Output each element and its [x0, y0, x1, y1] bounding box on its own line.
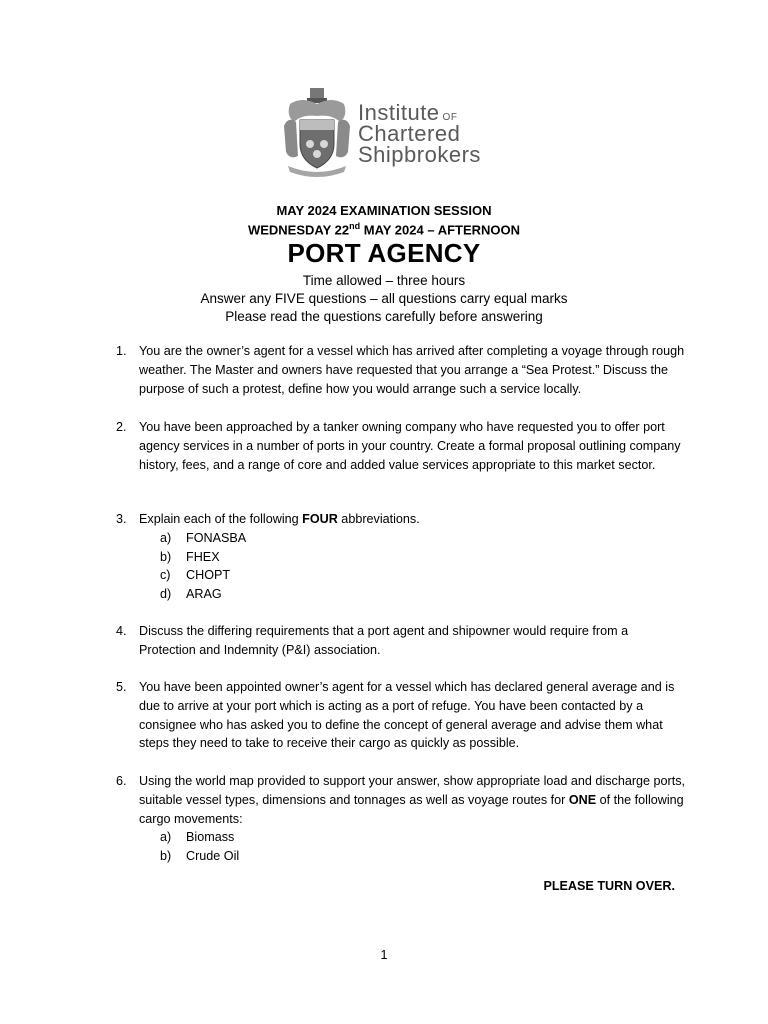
- sub-item: [160, 548, 686, 567]
- institute-logo: [282, 86, 488, 180]
- question-text: You are the owner’s agent for a vessel which has arrived after completing a voyage through rough weather. The Master and owners have requested that you arrange a “Sea Protest.” Discuss the purpose of such a protest, define how you would arrange such a service locally.: [139, 344, 685, 396]
- question-number: 6.: [116, 774, 127, 788]
- sub-item-letter: a): [160, 530, 172, 545]
- please-turn-over: PLEASE TURN OVER.: [543, 879, 675, 893]
- sub-item-letter: d): [160, 587, 172, 602]
- sub-item-letter: c): [160, 568, 171, 583]
- question-text-after: of the following cargo movements:: [139, 792, 684, 826]
- question-text: [139, 510, 686, 529]
- crest-icon: [282, 86, 352, 180]
- answer-instruction: Answer any FIVE questions – all questions carry equal marks: [200, 291, 568, 306]
- question-text: You have been appointed owner’s agent for a vessel which has declared general average and is due to arrive at your port which is acting as a port of refuge. You have been contacted by a consignee who has asked you to define the concept of general average and advise them what steps they need to take to receive their cargo as quickly as possible.: [139, 680, 675, 751]
- sub-item: [160, 529, 686, 548]
- logo-line2: Chartered: [358, 120, 461, 146]
- sub-item-text: FONASBA: [186, 530, 247, 545]
- page-title: PORT AGENCY: [287, 238, 481, 268]
- exam-date-sup: nd: [349, 221, 361, 231]
- exam-date: [0, 221, 768, 237]
- time-allowed: Time allowed – three hours: [302, 273, 466, 288]
- sub-item-text: FHEX: [186, 549, 220, 564]
- question-4: [116, 622, 686, 660]
- read-instruction: Please read the questions carefully before answering: [225, 309, 543, 324]
- exam-session: MAY 2024 EXAMINATION SESSION: [276, 203, 492, 218]
- question-text-before: Using the world map provided to support your answer, show appropriate load and discharge ports, suitable vessel types, dimensions and tonnages as well as voyage routes for: [139, 774, 686, 807]
- question-text-after: abbreviations.: [337, 512, 420, 526]
- sub-item-letter: b): [160, 849, 172, 864]
- question-5: [116, 678, 686, 753]
- logo-wordmark: [358, 99, 481, 167]
- question-text-bold: FOUR: [302, 512, 338, 526]
- question-2: [116, 418, 686, 474]
- logo-line-institute: [358, 99, 481, 125]
- logo-line1-suffix: OF: [442, 111, 458, 123]
- sub-item-letter: b): [160, 549, 172, 564]
- sub-item-text: Crude Oil: [186, 849, 240, 864]
- sub-item: [160, 585, 686, 604]
- logo-line-chartered: [358, 120, 481, 146]
- question-text: Discuss the differing requirements that a port agent and shipowner would require from a Protection and Indemnity (P&I) association.: [139, 624, 629, 657]
- logo-line3: Shipbrokers: [358, 141, 481, 167]
- sub-item: [160, 828, 686, 847]
- question-text-before: Explain each of the following: [139, 512, 303, 526]
- sub-item-text: ARAG: [186, 587, 222, 602]
- sub-item-text: CHOPT: [186, 568, 231, 583]
- question-number: 4.: [116, 624, 127, 638]
- question-3: [116, 510, 686, 604]
- question-text: You have been approached by a tanker owning company who have requested you to offer port agency services in a number of ports in your country. Create a formal proposal outlining company history, fees, and a range of core and added value services appropriate to this market sector.: [139, 420, 681, 472]
- question-number: 5.: [116, 680, 127, 694]
- question-6: [116, 772, 686, 866]
- question-number: 1.: [116, 344, 127, 358]
- question-text-bold: ONE: [568, 792, 597, 807]
- page-number: 1: [380, 948, 388, 962]
- sub-item-letter: a): [160, 830, 172, 845]
- exam-date-prefix: WEDNESDAY 22: [247, 222, 350, 238]
- question-text: [139, 772, 686, 828]
- sub-item: [160, 847, 686, 866]
- sub-item: [160, 566, 686, 585]
- question-1: [116, 342, 686, 398]
- sub-item-text: Biomass: [186, 830, 235, 845]
- logo-line1: Institute: [358, 99, 440, 125]
- logo-line-shipbrokers: [358, 141, 481, 167]
- exam-date-suffix: MAY 2024 – AFTERNOON: [360, 222, 521, 238]
- question-number: 2.: [116, 420, 127, 434]
- question-number: 3.: [116, 512, 127, 526]
